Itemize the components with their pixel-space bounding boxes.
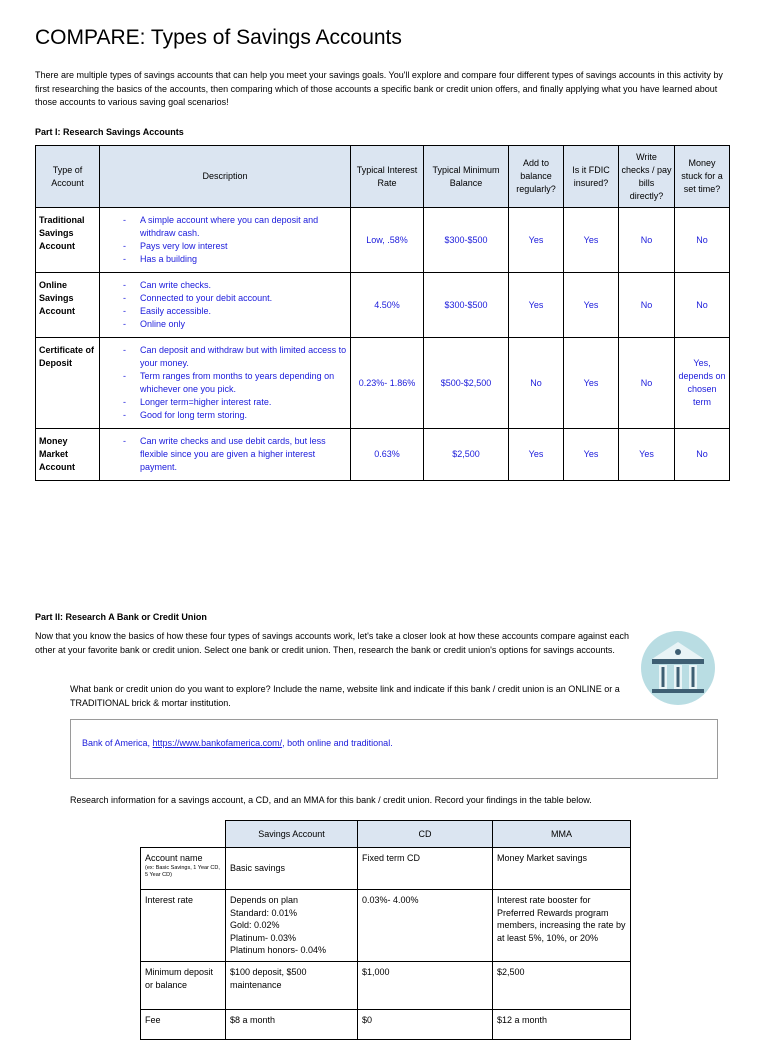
cd-account-name[interactable]: Fixed term CD xyxy=(358,848,493,890)
description-item: - Online only xyxy=(123,318,347,331)
research-instruction: Research information for a savings account, a CD, and an MMA for this bank / credit union. Record your findings in the table below. xyxy=(70,795,592,805)
mma-account-name[interactable]: Money Market savings xyxy=(493,848,631,890)
blank-header xyxy=(141,821,226,848)
description-item: - Can deposit and withdraw but with limited access to your money. xyxy=(123,344,347,370)
money-stuck-cell: No xyxy=(675,273,730,338)
interest-line: Gold: 0.02% xyxy=(230,920,280,930)
header-money-stuck: Money stuck for a set time? xyxy=(675,146,730,208)
row-label-fee: Fee xyxy=(141,1010,226,1040)
add-balance-cell: Yes xyxy=(509,208,564,273)
description-item: - Has a building xyxy=(123,253,347,266)
header-fdic: Is it FDIC insured? xyxy=(564,146,619,208)
interest-rate-cell: 0.23%- 1.86% xyxy=(351,338,424,429)
bank-website-link[interactable]: https://www.bankofamerica.com/ xyxy=(152,738,283,748)
interest-rate-cell: 0.63% xyxy=(351,429,424,481)
table-row xyxy=(36,273,730,338)
table-row xyxy=(141,962,631,1010)
page-title: COMPARE: Types of Savings Accounts xyxy=(35,26,402,49)
cd-fee[interactable]: $0 xyxy=(358,1010,493,1040)
cd-interest-rate[interactable]: 0.03%- 4.00% xyxy=(358,890,493,962)
description-cell xyxy=(100,208,351,273)
table-header-row xyxy=(36,146,730,208)
header-mma: MMA xyxy=(493,821,631,848)
fdic-cell: Yes xyxy=(564,208,619,273)
savings-account-name[interactable]: Basic savings xyxy=(226,848,358,890)
savings-minimum[interactable]: $100 deposit, $500 maintenance xyxy=(226,962,358,1010)
mma-minimum[interactable]: $2,500 xyxy=(493,962,631,1010)
account-type: Money Market Account xyxy=(36,429,100,481)
money-stuck-cell: Yes, depends on chosen term xyxy=(675,338,730,429)
table-row xyxy=(36,429,730,481)
row-label-interest-rate: Interest rate xyxy=(141,890,226,962)
part2-intro: Now that you know the basics of how these four types of savings accounts work, let's take a closer look at how these accounts compare against each other at your favorite bank or credit union. Select one bank or credit union. Then, research the bank or credit union's options for savings accounts. xyxy=(35,631,630,655)
table-row xyxy=(36,338,730,429)
intro-paragraph: There are multiple types of savings accounts that can help you meet your savings goals. You'll explore and compare four different types of savings accounts in this activity by first researching the basics of the accounts, then comparing which of those accounts a specific bank or credit union offers, and finally applying what you have learned about those accounts to various saving goal scenarios! xyxy=(35,70,723,107)
savings-fee[interactable]: $8 a month xyxy=(226,1010,358,1040)
add-balance-cell: No xyxy=(509,338,564,429)
description-item: - Connected to your debit account. xyxy=(123,292,347,305)
description-cell xyxy=(100,338,351,429)
table-row xyxy=(36,208,730,273)
interest-rate-cell: 4.50% xyxy=(351,273,424,338)
interest-line: Platinum honors- 0.04% xyxy=(230,945,327,955)
answer-prefix: Bank of America, xyxy=(82,738,153,748)
account-type: Certificate of Deposit xyxy=(36,338,100,429)
cd-minimum[interactable]: $1,000 xyxy=(358,962,493,1010)
interest-line: Depends on plan xyxy=(230,895,299,905)
fdic-cell: Yes xyxy=(564,338,619,429)
bank-building-icon xyxy=(640,630,716,706)
description-item: - Can write checks and use debit cards, but less flexible since you are given a higher interest payment. xyxy=(123,435,347,474)
minimum-balance-cell: $2,500 xyxy=(424,429,509,481)
description-cell xyxy=(100,429,351,481)
money-stuck-cell: No xyxy=(675,429,730,481)
table-row xyxy=(141,848,631,890)
header-minimum-balance: Typical Minimum Balance xyxy=(424,146,509,208)
description-item: - Term ranges from months to years depending on whichever one you pick. xyxy=(123,370,347,396)
header-cd: CD xyxy=(358,821,493,848)
header-write-checks: Write checks / pay bills directly? xyxy=(619,146,675,208)
bank-question: What bank or credit union do you want to explore? Include the name, website link and indicate if this bank / credit union is an ONLINE or a TRADITIONAL brick & mortar institution. xyxy=(70,684,620,708)
row-label-account-name xyxy=(141,848,226,890)
row-label-minimum: Minimum deposit or balance xyxy=(141,962,226,1010)
mma-fee[interactable]: $12 a month xyxy=(493,1010,631,1040)
table-row xyxy=(141,1010,631,1040)
add-balance-cell: Yes xyxy=(509,429,564,481)
bank-answer xyxy=(82,738,393,748)
header-type: Type of Account xyxy=(36,146,100,208)
header-add-balance: Add to balance regularly? xyxy=(509,146,564,208)
description-item: - Good for long term storing. xyxy=(123,409,347,422)
savings-interest-rate[interactable] xyxy=(226,890,358,962)
bank-research-table xyxy=(140,820,631,1040)
minimum-balance-cell: $500-$2,500 xyxy=(424,338,509,429)
description-item: - Can write checks. xyxy=(123,279,347,292)
table-header-row xyxy=(141,821,631,848)
write-checks-cell: Yes xyxy=(619,429,675,481)
description-cell xyxy=(100,273,351,338)
header-description: Description xyxy=(100,146,351,208)
description-item: - Easily accessible. xyxy=(123,305,347,318)
description-item: - Pays very low interest xyxy=(123,240,347,253)
account-name-label: Account name xyxy=(145,853,203,863)
header-savings-account: Savings Account xyxy=(226,821,358,848)
table-row xyxy=(141,890,631,962)
bank-answer-box[interactable] xyxy=(70,719,718,779)
write-checks-cell: No xyxy=(619,208,675,273)
interest-line: Standard: 0.01% xyxy=(230,907,298,918)
write-checks-cell: No xyxy=(619,338,675,429)
interest-line: Platinum- 0.03% xyxy=(230,932,297,943)
minimum-balance-cell: $300-$500 xyxy=(424,208,509,273)
add-balance-cell: Yes xyxy=(509,273,564,338)
part1-heading: Part I: Research Savings Accounts xyxy=(35,127,184,137)
description-item: - Longer term=higher interest rate. xyxy=(123,396,347,409)
fdic-cell: Yes xyxy=(564,273,619,338)
money-stuck-cell: No xyxy=(675,208,730,273)
savings-accounts-table xyxy=(35,145,730,481)
minimum-balance-cell: $300-$500 xyxy=(424,273,509,338)
header-interest-rate: Typical Interest Rate xyxy=(351,146,424,208)
write-checks-cell: No xyxy=(619,273,675,338)
account-type: Online Savings Account xyxy=(36,273,100,338)
mma-interest-rate[interactable]: Interest rate booster for Preferred Rewards program members, increasing the rate by at least 5%, 10%, or 20% xyxy=(493,890,631,962)
account-type: Traditional Savings Account xyxy=(36,208,100,273)
part2-heading: Part II: Research A Bank or Credit Union xyxy=(35,612,207,622)
interest-rate-cell: Low, .58% xyxy=(351,208,424,273)
account-name-hint: (ex: Basic Savings, 1 Year CD, 5 Year CD) xyxy=(145,864,220,878)
description-item: - A simple account where you can deposit and withdraw cash. xyxy=(123,214,347,240)
answer-suffix: , both online and traditional. xyxy=(282,738,393,748)
fdic-cell: Yes xyxy=(564,429,619,481)
